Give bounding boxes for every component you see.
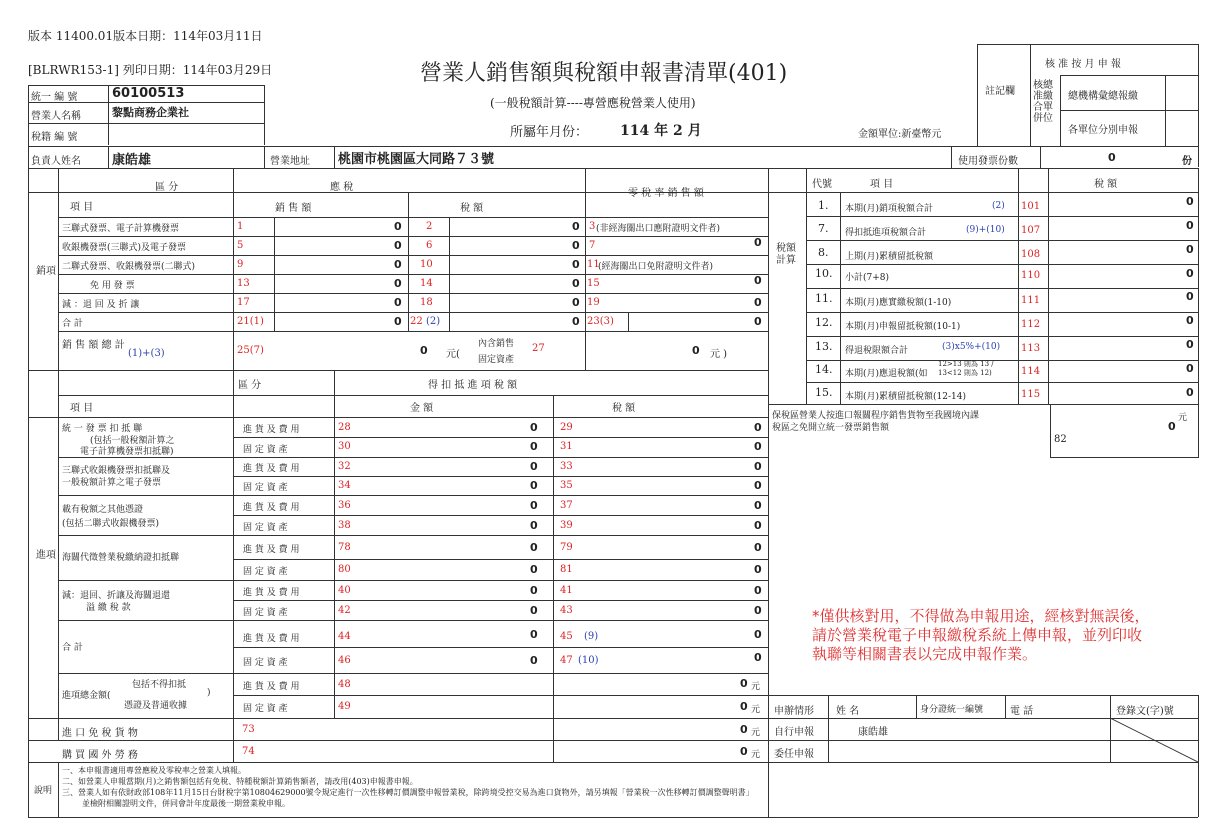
tax-row-ref: (9)+(10) (966, 225, 1005, 235)
sales-code: 7 (589, 240, 596, 251)
purchase-code: 42 (338, 605, 351, 616)
bonded-unit: 元 (1178, 413, 1188, 423)
sales-code: 14 (420, 278, 433, 289)
purchase-code: 44 (338, 631, 351, 642)
purchase-code: 79 (560, 542, 573, 553)
sales-grand-total-value: 0 (420, 344, 428, 357)
purchase-total-close: ) (207, 688, 211, 698)
tax-row-code: 112 (1021, 319, 1041, 330)
self-declare-name: 康皓雄 (858, 727, 888, 738)
tax-row-no: 1. (818, 199, 829, 212)
declare-phone-label: 電 話 (1010, 706, 1034, 717)
purchase-header-amount: 金 額 (410, 403, 434, 414)
purchase-group-label: (包括二聯式收銀機發票) (62, 519, 160, 529)
tax-row-no: 7. (818, 222, 829, 235)
head-office-label: 總機構彙總報繳 (1068, 91, 1138, 102)
sales-code: 15 (587, 278, 600, 289)
purchase-value: 0 (754, 460, 762, 473)
purchase-value: 0 (530, 440, 538, 453)
sales-code: 13 (237, 278, 250, 289)
fixed-asset-value: 0 (692, 344, 700, 357)
purchase-value: 0 (754, 440, 762, 453)
sales-value: 0 (394, 258, 402, 271)
page-subtitle: (一般稅額計算----專營應稅營業人使用) (490, 96, 696, 110)
notes-label: 說明 (34, 786, 53, 796)
sales-grand-total-code: 25(7) (237, 345, 264, 356)
purchase-total-code: 49 (338, 701, 351, 712)
sales-total-row-label (62, 316, 222, 329)
sales-grand-total-formula: (1)+(3) (128, 348, 165, 359)
declare-reg-label: 登錄文(字)號 (1116, 706, 1174, 717)
purchase-code: 28 (338, 422, 351, 433)
purchase-group-label: 減：退回、折讓及海關退還 (62, 591, 171, 601)
purchase-code: 45 (560, 631, 573, 642)
sales-row-label: 減 ：退 回 及 折 讓 (62, 300, 140, 310)
import-exempt-label: 進 口 免 稅 貨 物 (62, 728, 138, 739)
sales-value: 0 (754, 296, 762, 309)
purchase-total-note1: 包括不得扣抵 (132, 680, 187, 690)
sales-value: 0 (754, 236, 762, 249)
purchase-header-item: 項 目 (70, 403, 94, 414)
note-line-3: 三、營業人如有依財政部108年11月15日台財稅字第10804629000號令規定進行一次性移轉訂價調整申報營業稅，除跨境受控交易為進口貨物外，請另填報「營業稅一次性移轉訂價調整聲明書」 (62, 788, 754, 797)
tax-row-no: 8. (818, 246, 829, 259)
period-value: 114 年 2 月 (620, 123, 702, 139)
tax-row-ref: 12>13 則為 13 / 13<12 則為 12) (938, 360, 994, 377)
sales-code: 3 (589, 221, 596, 232)
purchase-group-label: 海關代徵營業稅繳納證扣抵聯 (62, 553, 180, 563)
tax-row-value: 0 (1186, 314, 1194, 327)
expense-label: 進 貨 及 費 用 (243, 425, 300, 435)
period-label: 所屬年月份： (510, 125, 589, 140)
sales-value: 0 (572, 258, 580, 271)
sales-code: 23(3) (587, 316, 614, 327)
tax-row-value: 0 (1186, 386, 1194, 399)
purchase-value: 0 (530, 628, 538, 641)
sales-code: 2 (426, 221, 433, 232)
foreign-service-label: 購 買 國 外 勞 務 (62, 750, 138, 761)
sales-code: 10 (420, 259, 433, 270)
sales-code: 9 (237, 259, 244, 270)
sales-header-item: 項 目 (70, 202, 94, 213)
expense-label: 進 貨 及 費 用 (243, 545, 300, 555)
purchase-total-unit: 元 (751, 682, 761, 692)
sales-ref: (2) (426, 316, 441, 327)
note-label: 註記欄 (985, 86, 1015, 97)
purchase-ref: (9) (584, 631, 599, 642)
asset-label: 固 定 資 產 (243, 523, 288, 533)
sales-header-amount: 銷 售 額 (275, 203, 312, 214)
purchase-value: 0 (754, 499, 762, 512)
purchase-code: 81 (560, 564, 573, 575)
tax-calc-header-code: 代號 (812, 179, 832, 190)
foreign-service-unit: 元 (751, 750, 761, 760)
tax-row-no: 15. (815, 386, 833, 399)
currency-label: 金額單位:新臺幣元 (858, 129, 942, 140)
sales-zero-note: (經海關出口免附證明文件者) (598, 262, 714, 272)
purchase-value: 0 (754, 421, 762, 434)
asset-label: 固 定 資 產 (243, 704, 288, 714)
tax-row-no: 12. (815, 316, 833, 329)
purchase-value: 0 (754, 519, 762, 532)
sales-zero-note: (非經海關出口應附證明文件者) (596, 224, 721, 234)
purchase-group-label: (包括一般稅額計算之 (90, 436, 175, 446)
tax-row-code: 110 (1021, 270, 1041, 281)
bonded-value: 0 (1168, 420, 1176, 433)
expense-label: 進 貨 及 費 用 (243, 634, 300, 644)
purchase-code: 39 (560, 520, 573, 531)
purchase-value: 0 (754, 651, 762, 664)
tax-row-value: 0 (1186, 243, 1194, 256)
purchase-value: 0 (530, 421, 538, 434)
tax-row-no: 13. (815, 340, 833, 353)
tax-row-code: 114 (1021, 366, 1041, 377)
page-title: 營業人銷售額與稅額申報書清單(401) (420, 61, 788, 86)
sales-value: 0 (754, 274, 762, 287)
sales-code: 6 (426, 240, 433, 251)
tax-row-value: 0 (1186, 290, 1194, 303)
foreign-service-code: 74 (242, 746, 255, 757)
expense-label: 進 貨 及 費 用 (243, 588, 300, 598)
expense-label: 進 貨 及 費 用 (243, 503, 300, 513)
tax-row-label: 上期(月)累積留抵稅額 (845, 252, 934, 262)
tax-id-label: 稅籍 編 號 (31, 132, 78, 143)
tax-row-label: 本期(月)申報留抵稅額(10-1) (845, 322, 961, 332)
asset-label: 固 定 資 產 (243, 608, 288, 618)
purchase-code: 46 (338, 655, 351, 666)
purchase-code: 47 (560, 655, 573, 666)
purchase-code: 33 (560, 461, 573, 472)
sales-header-category: 區 分 (155, 182, 179, 193)
tax-row-value: 0 (1186, 362, 1194, 375)
purchase-total-value: 0 (740, 700, 748, 713)
tax-row-label: 得扣抵進項稅額合計 (845, 228, 927, 238)
import-exempt-value: 0 (740, 723, 748, 736)
purchase-value: 0 (754, 541, 762, 554)
purchase-value: 0 (530, 604, 538, 617)
tax-row-value: 0 (1186, 338, 1194, 351)
branch-label: 各單位分別申報 (1068, 125, 1138, 136)
sales-code: 11 (587, 259, 600, 270)
purchase-code: 36 (338, 500, 351, 511)
purchase-total-note2: 憑證及普通收據 (124, 701, 188, 711)
sales-total-label: 合 計 (62, 319, 83, 329)
purchase-group-label: 三聯式收銀機發票扣抵聯及 (62, 466, 171, 476)
purchase-value: 0 (754, 604, 762, 617)
sales-value: 0 (754, 315, 762, 328)
purchase-group-label: 溢 繳 稅 款 (86, 603, 131, 613)
import-exempt-code: 73 (242, 724, 255, 735)
tax-row-ref: (2) (992, 201, 1005, 211)
purchase-value: 0 (754, 563, 762, 576)
sales-header-tax: 稅 額 (460, 203, 484, 214)
tax-row-label: 小計(7+8) (845, 273, 890, 283)
purchase-value: 0 (754, 628, 762, 641)
declare-id-label: 身分證統一編號 (920, 705, 984, 715)
tax-row-no: 14. (815, 363, 833, 376)
note-line-4: 並檢附相關證明文件，併同會計年度最後一期營業稅申報。 (82, 799, 290, 808)
tax-row-code: 113 (1021, 343, 1041, 354)
sales-value: 0 (572, 220, 580, 233)
purchase-total-unit: 元 (751, 705, 761, 715)
tax-row-label: 本期(月)應退稅額(如 (845, 369, 928, 379)
uniform-no: 60100513 (112, 86, 185, 101)
agent-declare-label: 委任申報 (774, 749, 814, 760)
tax-row-code: 107 (1021, 225, 1041, 236)
purchase-header-tax: 稅 額 (612, 403, 636, 414)
sales-value: 0 (394, 315, 402, 328)
sales-code: 17 (237, 297, 250, 308)
tax-row-value: 0 (1186, 219, 1194, 232)
sales-header-taxable: 應 稅 (330, 182, 354, 193)
sales-value: 0 (394, 296, 402, 309)
purchase-code: 32 (338, 461, 351, 472)
owner-name: 康皓雄 (112, 153, 152, 168)
sales-row-label: 收銀機發票(三聯式)及電子發票 (62, 243, 187, 253)
asset-label: 固 定 資 產 (243, 567, 288, 577)
expense-label: 進 貨 及 費 用 (243, 464, 300, 474)
tax-row-label: 得退稅限額合計 (845, 346, 909, 356)
purchase-group-label: 電子計算機發票扣抵聯) (80, 447, 174, 457)
sales-value: 0 (394, 220, 402, 233)
sales-value: 0 (572, 277, 580, 290)
tax-row-code: 115 (1021, 389, 1041, 400)
sales-row-label: 三聯式發票、電子計算機發票 (62, 224, 180, 234)
declare-type-label: 申辦情形 (774, 706, 814, 717)
asset-label: 固 定 資 產 (243, 445, 288, 455)
sales-value: 0 (394, 277, 402, 290)
purchase-value: 0 (754, 584, 762, 597)
purchase-code: 35 (560, 480, 573, 491)
tax-row-label: 本期(月)銷項稅額合計 (845, 204, 934, 214)
sales-value: 0 (572, 315, 580, 328)
sales-code: 18 (420, 297, 433, 308)
import-exempt-unit: 元 (751, 728, 761, 738)
sales-code: 22 (410, 316, 423, 327)
owner-label: 負責人姓名 (31, 156, 81, 167)
bonded-code: 82 (1054, 434, 1067, 445)
sales-grand-total-label: 銷 售 額 總 計 (62, 340, 125, 351)
purchase-value: 0 (530, 541, 538, 554)
fixed-asset-label2: 固定資產 (478, 355, 515, 365)
purchase-code: 78 (338, 542, 351, 553)
purchase-ref: (10) (578, 655, 599, 666)
purchase-code: 29 (560, 422, 573, 433)
fixed-asset-code: 27 (532, 343, 545, 354)
purchase-code: 80 (338, 564, 351, 575)
business-address: 桃園市桃園區大同路７３號 (338, 152, 495, 167)
sales-code: 19 (587, 297, 600, 308)
approved-title: 核 准 按 月 申 報 (1045, 59, 1121, 70)
purchase-value: 0 (530, 499, 538, 512)
sales-row-label: 二聯式發票、收銀機發票(二聯式) (62, 262, 196, 272)
tax-row-value: 0 (1186, 195, 1194, 208)
purchase-value: 0 (530, 584, 538, 597)
tax-row-code: 101 (1021, 201, 1041, 212)
purchase-code: 37 (560, 500, 573, 511)
sales-row-label: 免 用 發 票 (90, 281, 135, 291)
foreign-service-value: 0 (740, 745, 748, 758)
purchase-code: 38 (338, 520, 351, 531)
fixed-asset-unit: 元 ) (710, 349, 728, 360)
purchase-value: 0 (530, 519, 538, 532)
business-name: 黎點商務企業社 (112, 106, 189, 119)
purchase-total-value: 0 (740, 677, 748, 690)
tax-calc-header-item: 項 目 (870, 179, 894, 190)
tax-row-ref: (3)x5%+(10) (942, 342, 1001, 352)
tax-row-code: 108 (1021, 249, 1041, 260)
purchase-value: 0 (530, 654, 538, 667)
invoice-unit: 份 (1182, 156, 1192, 167)
purchase-group-label: 一般稅額計算之電子發票 (62, 478, 162, 488)
purchase-value: 0 (530, 563, 538, 576)
purchase-code: 41 (560, 585, 573, 596)
address-label: 營業地址 (270, 156, 310, 167)
invoice-count-label: 使用發票份數 (958, 156, 1018, 167)
sales-header-zero: 零 稅 率 銷 售 額 (628, 188, 704, 199)
purchase-total-label: 進項總金額( (62, 691, 111, 701)
invoice-count: 0 (1108, 151, 1116, 164)
purchase-group-label: 載有稅額之其他憑證 (62, 505, 144, 515)
purchase-code: 40 (338, 585, 351, 596)
purchase-code: 31 (560, 441, 573, 452)
purchase-code: 30 (338, 441, 351, 452)
asset-label: 固 定 資 產 (243, 658, 288, 668)
print-date-line: [BLRWR153-1] 列印日期：114年03月29日 (28, 63, 273, 77)
self-declare-label: 自行申報 (774, 727, 814, 738)
purchase-total-code: 48 (338, 679, 351, 690)
sales-side-label: 銷項 (36, 266, 56, 277)
purchase-value: 0 (530, 479, 538, 492)
purchase-value: 0 (530, 460, 538, 473)
tax-calc-header-tax: 稅 額 (1094, 179, 1118, 190)
purchase-code: 34 (338, 480, 351, 491)
note-line-1: 一、本申報書適用專營應稅及零稅率之營業人填報。 (62, 766, 246, 775)
sales-value: 0 (572, 296, 580, 309)
purchase-header-deduct: 得 扣 抵 進 項 稅 額 (428, 380, 518, 391)
business-name-label: 營業人名稱 (31, 111, 81, 122)
version-line: 版本 11400.01版本日期：114年03月11日 (28, 29, 263, 43)
uniform-no-label: 統一 編 號 (31, 92, 78, 103)
purchase-group-label: 合 計 (62, 643, 83, 653)
expense-label: 進 貨 及 費 用 (243, 682, 300, 692)
tax-row-no: 11. (815, 292, 833, 305)
sales-value: 0 (572, 239, 580, 252)
purchase-group-label: 統 一 發 票 扣 抵 聯 (62, 424, 143, 434)
sales-code: 21(1) (237, 316, 264, 327)
tax-row-no: 10. (815, 267, 833, 280)
strike-diagonal (1110, 718, 1198, 762)
tax-row-value: 0 (1186, 267, 1194, 280)
purchase-value: 0 (754, 479, 762, 492)
asset-label: 固 定 資 產 (243, 483, 288, 493)
sales-grand-total-unit: 元( (446, 349, 460, 360)
note-line-2: 二、如營業人申報當期(月)之銷售額包括有免稅、特種稅額計算銷售額者，請改用(403)申報書申報。 (62, 777, 418, 786)
tax-row-label: 本期(月)累積留抵稅額(12-14) (845, 392, 966, 402)
purchase-code: 43 (560, 605, 573, 616)
sales-code: 1 (237, 221, 244, 232)
combined-label: 核總准繳合單併位 (1033, 80, 1053, 124)
fixed-asset-label1: 內含銷售 (478, 339, 515, 349)
purchase-header-category: 區 分 (238, 380, 262, 391)
purchase-side-label: 進項 (36, 550, 56, 561)
notice-text: *僅供核對用，不得做為申報用途，經核對無誤後，請於營業稅電子申報繳稅系統上傳申報，並列印收執聯等相關書表以完成申報作業。 (812, 607, 1150, 663)
sales-value: 0 (394, 239, 402, 252)
tax-calc-side-label: 稅額計算 (776, 243, 796, 266)
tax-row-code: 111 (1021, 295, 1041, 306)
declare-name-label: 姓 名 (836, 706, 860, 717)
sales-code: 5 (237, 240, 244, 251)
tax-row-label: 本期(月)應實繳稅額(1-10) (845, 298, 952, 308)
bonded-text2: 稅區之免開立統一發票銷售額 (772, 423, 890, 433)
bonded-text1: 保稅區營業人按進口報關程序銷售貨物至我國境內課 (772, 411, 980, 421)
